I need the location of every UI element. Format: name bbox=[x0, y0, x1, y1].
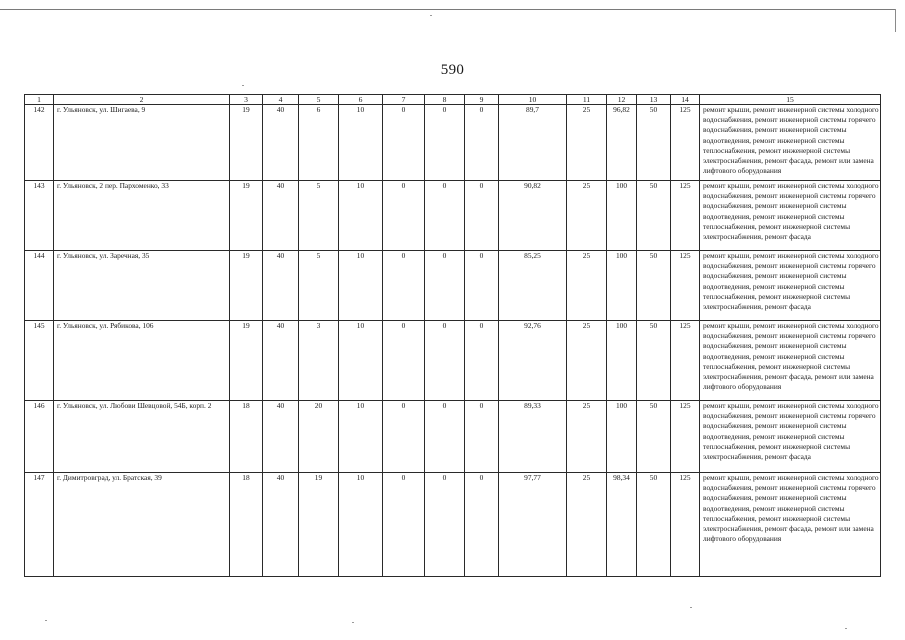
cell-c11: 25 bbox=[567, 401, 607, 473]
column-number: 4 bbox=[263, 95, 299, 105]
cell-c6: 10 bbox=[339, 181, 383, 251]
cell-c4: 40 bbox=[263, 401, 299, 473]
cell-c7: 0 bbox=[383, 181, 425, 251]
cell-c12: 100 bbox=[607, 181, 637, 251]
cell-c4: 40 bbox=[263, 105, 299, 181]
cell-c14: 125 bbox=[671, 181, 700, 251]
scan-speck bbox=[242, 85, 244, 86]
cell-c10: 85,25 bbox=[499, 251, 567, 321]
cell-num: 144 bbox=[25, 251, 54, 321]
page-number: 590 bbox=[440, 62, 465, 78]
cell-c11: 25 bbox=[567, 251, 607, 321]
cell-c8: 0 bbox=[425, 251, 465, 321]
column-number: 14 bbox=[671, 95, 700, 105]
cell-c5: 20 bbox=[299, 401, 339, 473]
scan-speck bbox=[352, 622, 354, 623]
cell-c8: 0 bbox=[425, 105, 465, 181]
cell-c11: 25 bbox=[567, 321, 607, 401]
cell-c7: 0 bbox=[383, 251, 425, 321]
cell-num: 146 bbox=[25, 401, 54, 473]
scan-speck bbox=[690, 607, 692, 608]
scan-edge-top bbox=[0, 9, 895, 10]
cell-c11: 25 bbox=[567, 105, 607, 181]
cell-c10: 90,82 bbox=[499, 181, 567, 251]
cell-c12: 98,34 bbox=[607, 473, 637, 577]
cell-works: ремонт крыши, ремонт инженерной системы холодного водоснабжения, ремонт инженерной системы горячего водоснабжения, ремонт инженерной системы водоотведения, ремонт инженерной системы теплоснабжения, ремонт инженерной системы электроснабжения, ремонт фасада bbox=[700, 251, 881, 321]
cell-c13: 50 bbox=[637, 401, 671, 473]
cell-c14: 125 bbox=[671, 321, 700, 401]
table-row bbox=[25, 251, 881, 321]
cell-num: 142 bbox=[25, 105, 54, 181]
column-number: 11 bbox=[567, 95, 607, 105]
cell-c9: 0 bbox=[465, 401, 499, 473]
cell-c13: 50 bbox=[637, 251, 671, 321]
column-number: 15 bbox=[700, 95, 881, 105]
column-number: 12 bbox=[607, 95, 637, 105]
cell-c5: 3 bbox=[299, 321, 339, 401]
column-number: 7 bbox=[383, 95, 425, 105]
cell-c6: 10 bbox=[339, 321, 383, 401]
column-number: 2 bbox=[54, 95, 230, 105]
cell-c3: 19 bbox=[230, 251, 263, 321]
cell-c3: 18 bbox=[230, 473, 263, 577]
cell-c12: 100 bbox=[607, 251, 637, 321]
cell-c8: 0 bbox=[425, 181, 465, 251]
table-row bbox=[25, 473, 881, 577]
cell-c3: 19 bbox=[230, 321, 263, 401]
table-row bbox=[25, 181, 881, 251]
cell-c8: 0 bbox=[425, 401, 465, 473]
table-row bbox=[25, 105, 881, 181]
cell-c14: 125 bbox=[671, 105, 700, 181]
cell-c11: 25 bbox=[567, 181, 607, 251]
repair-schedule-table bbox=[24, 94, 881, 577]
cell-address: г. Ульяновск, ул. Рябикова, 106 bbox=[54, 321, 230, 401]
cell-c10: 97,77 bbox=[499, 473, 567, 577]
table-row bbox=[25, 401, 881, 473]
cell-c7: 0 bbox=[383, 401, 425, 473]
cell-c13: 50 bbox=[637, 105, 671, 181]
cell-c9: 0 bbox=[465, 473, 499, 577]
column-number: 1 bbox=[25, 95, 54, 105]
cell-c7: 0 bbox=[383, 321, 425, 401]
cell-c14: 125 bbox=[671, 401, 700, 473]
table-body bbox=[25, 95, 881, 577]
column-number: 8 bbox=[425, 95, 465, 105]
column-number: 10 bbox=[499, 95, 567, 105]
scan-edge-right bbox=[895, 9, 896, 32]
cell-address: г. Ульяновск, ул. Шигаева, 9 bbox=[54, 105, 230, 181]
cell-c5: 5 bbox=[299, 251, 339, 321]
cell-c9: 0 bbox=[465, 251, 499, 321]
column-number: 6 bbox=[339, 95, 383, 105]
cell-works: ремонт крыши, ремонт инженерной системы холодного водоснабжения, ремонт инженерной системы горячего водоснабжения, ремонт инженерной системы водоотведения, ремонт инженерной системы теплоснабжения, ремонт инженерной системы электроснабжения, ремонт фасада bbox=[700, 181, 881, 251]
cell-c3: 18 bbox=[230, 401, 263, 473]
cell-c6: 10 bbox=[339, 401, 383, 473]
cell-num: 143 bbox=[25, 181, 54, 251]
cell-c9: 0 bbox=[465, 105, 499, 181]
cell-address: г. Ульяновск, ул. Любови Шевцовой, 54Б, корп. 2 bbox=[54, 401, 230, 473]
cell-c9: 0 bbox=[465, 321, 499, 401]
cell-works: ремонт крыши, ремонт инженерной системы холодного водоснабжения, ремонт инженерной системы горячего водоснабжения, ремонт инженерной системы водоотведения, ремонт инженерной системы теплоснабжения, ремонт инженерной системы электроснабжения, ремонт фасада, ремонт или замена лифтового оборудования bbox=[700, 321, 881, 401]
cell-address: г. Ульяновск, ул. Заречная, 35 bbox=[54, 251, 230, 321]
cell-c10: 89,33 bbox=[499, 401, 567, 473]
cell-num: 145 bbox=[25, 321, 54, 401]
cell-c9: 0 bbox=[465, 181, 499, 251]
cell-address: г. Димитровград, ул. Братская, 39 bbox=[54, 473, 230, 577]
cell-c5: 6 bbox=[299, 105, 339, 181]
cell-c5: 5 bbox=[299, 181, 339, 251]
cell-c11: 25 bbox=[567, 473, 607, 577]
cell-c4: 40 bbox=[263, 473, 299, 577]
scan-speck bbox=[45, 620, 47, 621]
cell-c7: 0 bbox=[383, 105, 425, 181]
cell-address: г. Ульяновск, 2 пер. Пархоменко, 33 bbox=[54, 181, 230, 251]
cell-c8: 0 bbox=[425, 473, 465, 577]
cell-num: 147 bbox=[25, 473, 54, 577]
cell-c10: 92,76 bbox=[499, 321, 567, 401]
cell-c10: 89,7 bbox=[499, 105, 567, 181]
column-number: 3 bbox=[230, 95, 263, 105]
cell-c4: 40 bbox=[263, 321, 299, 401]
column-number: 13 bbox=[637, 95, 671, 105]
cell-c14: 125 bbox=[671, 251, 700, 321]
cell-c7: 0 bbox=[383, 473, 425, 577]
cell-c8: 0 bbox=[425, 321, 465, 401]
cell-c4: 40 bbox=[263, 181, 299, 251]
cell-c14: 125 bbox=[671, 473, 700, 577]
cell-c4: 40 bbox=[263, 251, 299, 321]
cell-c3: 19 bbox=[230, 105, 263, 181]
cell-c6: 10 bbox=[339, 251, 383, 321]
cell-c12: 100 bbox=[607, 401, 637, 473]
cell-c13: 50 bbox=[637, 321, 671, 401]
cell-works: ремонт крыши, ремонт инженерной системы холодного водоснабжения, ремонт инженерной системы горячего водоснабжения, ремонт инженерной системы водоотведения, ремонт инженерной системы теплоснабжения, ремонт инженерной системы электроснабжения, ремонт фасада, ремонт или замена лифтового оборудования bbox=[700, 473, 881, 577]
cell-works: ремонт крыши, ремонт инженерной системы холодного водоснабжения, ремонт инженерной системы горячего водоснабжения, ремонт инженерной системы водоотведения, ремонт инженерной системы теплоснабжения, ремонт инженерной системы электроснабжения, ремонт фасада, ремонт или замена лифтового оборудования bbox=[700, 105, 881, 181]
cell-c12: 96,82 bbox=[607, 105, 637, 181]
column-number-row bbox=[25, 95, 881, 105]
cell-c3: 19 bbox=[230, 181, 263, 251]
cell-c5: 19 bbox=[299, 473, 339, 577]
column-number: 5 bbox=[299, 95, 339, 105]
cell-c13: 50 bbox=[637, 473, 671, 577]
scan-speck bbox=[845, 628, 847, 629]
cell-c12: 100 bbox=[607, 321, 637, 401]
cell-c6: 10 bbox=[339, 473, 383, 577]
column-number: 9 bbox=[465, 95, 499, 105]
scan-speck bbox=[430, 15, 432, 16]
table-row bbox=[25, 321, 881, 401]
cell-c13: 50 bbox=[637, 181, 671, 251]
cell-works: ремонт крыши, ремонт инженерной системы холодного водоснабжения, ремонт инженерной системы горячего водоснабжения, ремонт инженерной системы водоотведения, ремонт инженерной системы теплоснабжения, ремонт инженерной системы электроснабжения, ремонт фасада bbox=[700, 401, 881, 473]
cell-c6: 10 bbox=[339, 105, 383, 181]
